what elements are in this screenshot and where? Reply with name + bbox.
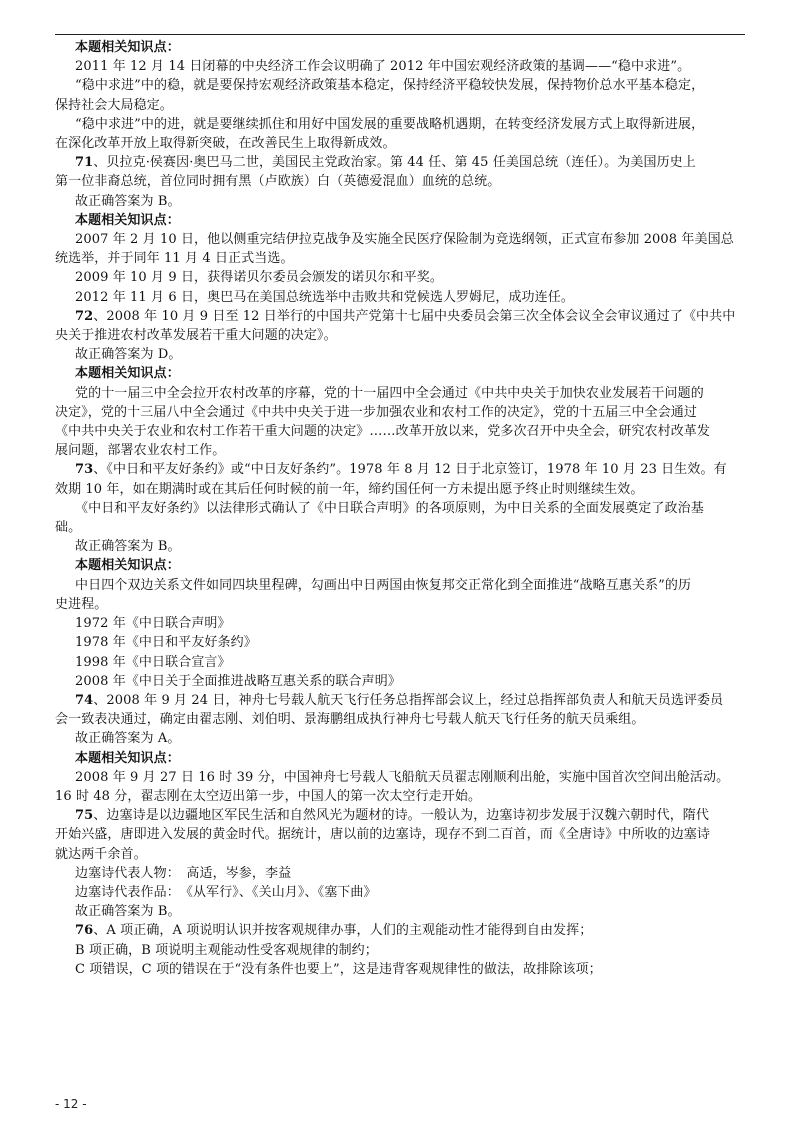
text-line bbox=[55, 460, 745, 479]
text-line bbox=[55, 960, 745, 979]
text-line bbox=[55, 76, 745, 95]
line-text: 1998 年《中日联合宣言》 bbox=[75, 654, 231, 670]
text-line bbox=[55, 614, 745, 633]
line-text: C 项错误，C 项的错误在于“没有条件也要上”，这是违背客观规律性的做法，故排除该项； bbox=[75, 961, 602, 977]
line-text: “稳中求进”中的进，就是要继续抓住和用好中国发展的重要战略机遇期，在转变经济发展方式上取得新进展， bbox=[75, 116, 705, 132]
text-line bbox=[55, 96, 745, 115]
line-text: 党的十一届三中全会拉开农村改革的序幕，党的十一届四中全会通过《中共中央关于加快农业发展若干问题的 bbox=[75, 385, 704, 401]
line-text: 决定》，党的十三届八中全会通过《中共中央关于进一步加强农业和农村工作的决定》，党的十五届三中全会通过 bbox=[55, 404, 698, 420]
text-line bbox=[55, 422, 745, 441]
section-heading bbox=[55, 556, 745, 575]
text-line bbox=[55, 57, 745, 76]
line-text: 开始兴盛，唐即进入发展的黄金时代。据统计，唐以前的边塞诗，现存不到二百首，而《全唐诗》中所收的边塞诗 bbox=[55, 827, 711, 843]
text-line bbox=[55, 537, 745, 556]
line-text: 2007 年 2 月 10 日，他以侧重完结伊拉克战争及实施全民医疗保险制为竞选纲领，正式宣布参加 2008 年美国总 bbox=[75, 232, 734, 248]
text-line bbox=[55, 653, 745, 672]
text-line bbox=[55, 172, 745, 191]
text-line bbox=[55, 345, 745, 364]
line-text: 中日四个双边关系文件如同四块里程碑，勾画出中日两国由恢复邦交正常化到全面推进“战略互惠关系”的历 bbox=[75, 577, 692, 593]
line-text: 2008 年《中日关于全面推进战略互惠关系的联合声明》 bbox=[75, 673, 401, 689]
line-text: 16 时 48 分，翟志刚在太空迈出第一步，中国人的第一次太空行走开始。 bbox=[55, 788, 482, 804]
text-line bbox=[55, 845, 745, 864]
text-line bbox=[55, 710, 745, 729]
line-text: 2009 年 10 月 9 日，获得诺贝尔委员会颁发的诺贝尔和平奖。 bbox=[75, 270, 443, 286]
line-text: 会一致表决通过，确定由翟志刚、刘伯明、景海鹏组成执行神舟七号载人航天飞行任务的航天员乘组。 bbox=[55, 712, 645, 728]
line-text: 边塞诗代表作品： 《从军行》、《关山月》、《塞下曲》 bbox=[75, 884, 377, 900]
section-heading bbox=[55, 211, 745, 230]
line-text: 、贝拉克·侯赛因·奥巴马二世，美国民主党政治家。第 44 任、第 45 任美国总统（连任）。为美国历史上 bbox=[93, 155, 696, 171]
text-line bbox=[55, 518, 745, 537]
text-line bbox=[55, 268, 745, 287]
question-number: 72 bbox=[75, 308, 94, 324]
line-text: 效期 10 年，如在期满时或在其后任何时候的前一年，缔约国任何一方未提出愿予终止时则继续生效。 bbox=[55, 481, 644, 497]
line-text: 本题相关知识点： bbox=[75, 558, 180, 574]
line-text: 统选举，并于同年 11 月 4 日正式当选。 bbox=[55, 251, 294, 267]
line-text: 展问题，部署农业农村工作。 bbox=[55, 443, 226, 459]
text-line bbox=[55, 115, 745, 134]
text-line bbox=[55, 499, 745, 518]
text-line bbox=[55, 864, 745, 883]
line-text: 《中日和平友好条约》以法律形式确认了《中日联合声明》的各项原则，为中日关系的全面发展奠定了政治基 bbox=[75, 500, 704, 516]
text-line bbox=[55, 192, 745, 211]
line-text: 2011 年 12 月 14 日闭幕的中央经济工作会议明确了 2012 年中国宏观经济政策的基调——“稳中求进”。 bbox=[75, 59, 691, 75]
text-line bbox=[55, 576, 745, 595]
line-text: 本题相关知识点： bbox=[75, 750, 180, 766]
text-line bbox=[55, 403, 745, 422]
text-line bbox=[55, 787, 745, 806]
section-heading bbox=[55, 749, 745, 768]
line-text: 本题相关知识点： bbox=[75, 40, 180, 55]
text-line bbox=[55, 288, 745, 307]
line-text: 在深化改革开放上取得新突破，在改善民生上取得新成效。 bbox=[55, 136, 396, 152]
section-heading bbox=[55, 364, 745, 383]
text-line bbox=[55, 691, 745, 710]
text-line bbox=[55, 806, 745, 825]
text-line bbox=[55, 825, 745, 844]
header-rule bbox=[55, 34, 745, 35]
question-number: 71 bbox=[75, 155, 94, 171]
line-text: 础。 bbox=[55, 520, 82, 536]
page-number: - 12 - bbox=[55, 1097, 87, 1111]
text-line bbox=[55, 921, 745, 940]
text-line bbox=[55, 672, 745, 691]
line-text: 边塞诗代表人物： 高适，岑参，李益 bbox=[75, 865, 292, 881]
question-number: 74 bbox=[75, 692, 94, 708]
line-text: 故正确答案为 A。 bbox=[75, 731, 181, 747]
line-text: 、A 项正确，A 项说明认识并按客观规律办事，人们的主观能动性才能得到自由发挥； bbox=[93, 923, 593, 939]
line-text: 第一位非裔总统，首位同时拥有黑（卢欧族）白（英德爱混血）血统的总统。 bbox=[55, 174, 501, 190]
line-text: 1972 年《中日联合声明》 bbox=[75, 616, 231, 632]
text-line bbox=[55, 902, 745, 921]
line-text: 保持社会大局稳定。 bbox=[55, 97, 173, 113]
text-line bbox=[55, 441, 745, 460]
text-line bbox=[55, 326, 745, 345]
line-text: 故正确答案为 B。 bbox=[75, 904, 181, 920]
text-line bbox=[55, 384, 745, 403]
text-line bbox=[55, 941, 745, 960]
line-text: 、边塞诗是以边疆地区军民生活和自然风光为题材的诗。一般认为，边塞诗初步发展于汉魏六朝时代，隋代 bbox=[93, 808, 709, 824]
line-text: 故正确答案为 D。 bbox=[75, 347, 182, 363]
question-number: 76 bbox=[75, 923, 94, 939]
line-text: 故正确答案为 B。 bbox=[75, 539, 181, 555]
text-line bbox=[55, 307, 745, 326]
line-text: 、2008 年 10 月 9 日至 12 日举行的中国共产党第十七届中央委员会第三次全体会议全会审议通过了《中共中 bbox=[93, 308, 736, 324]
line-text: 本题相关知识点： bbox=[75, 366, 180, 382]
text-line bbox=[55, 633, 745, 652]
line-text: “稳中求进”中的稳，就是要保持宏观经济政策基本稳定，保持经济平稳较快发展，保持物价总水平基本稳定， bbox=[75, 78, 705, 94]
text-line bbox=[55, 595, 745, 614]
question-number: 73 bbox=[75, 462, 94, 478]
section-heading bbox=[55, 38, 745, 57]
line-text: 2012 年 11 月 6 日，奥巴马在美国总统选举中击败共和党候选人罗姆尼，成功连任。 bbox=[75, 289, 574, 305]
text-line bbox=[55, 249, 745, 268]
line-text: 《中共中央关于农业和农村工作若干重大问题的决定》……改革开放以来，党多次召开中央全会，研究农村改革发 bbox=[55, 424, 711, 440]
text-line bbox=[55, 883, 745, 902]
line-text: 1978 年《中日和平友好条约》 bbox=[75, 635, 257, 651]
line-text: 2008 年 9 月 27 日 16 时 39 分，中国神舟七号载人飞船航天员翟志刚顺利出舱，实施中国首次空间出舱活动。 bbox=[75, 769, 730, 785]
text-line bbox=[55, 153, 745, 172]
line-text: 本题相关知识点： bbox=[75, 212, 180, 228]
line-text: 、《中日和平友好条约》或“中日友好条约”。1978 年 8 月 12 日于北京签订，1978 年 10 月 23 日生效。有 bbox=[93, 462, 727, 478]
line-text: 央关于推进农村改革发展若干重大问题的决定》。 bbox=[55, 328, 337, 344]
line-text: 、2008 年 9 月 24 日，神舟七号载人航天飞行任务总指挥部会议上，经过总指挥部负责人和航天员选评委员 bbox=[93, 692, 724, 708]
line-text: B 项正确，B 项说明主观能动性受客观规律的制约； bbox=[75, 942, 378, 958]
text-line bbox=[55, 480, 745, 499]
text-line bbox=[55, 768, 745, 787]
text-line bbox=[55, 134, 745, 153]
document-body bbox=[55, 38, 745, 979]
line-text: 史进程。 bbox=[55, 596, 108, 612]
text-line bbox=[55, 729, 745, 748]
question-number: 75 bbox=[75, 808, 94, 824]
line-text: 就达两千余首。 bbox=[55, 846, 147, 862]
text-line bbox=[55, 230, 745, 249]
line-text: 故正确答案为 B。 bbox=[75, 193, 181, 209]
